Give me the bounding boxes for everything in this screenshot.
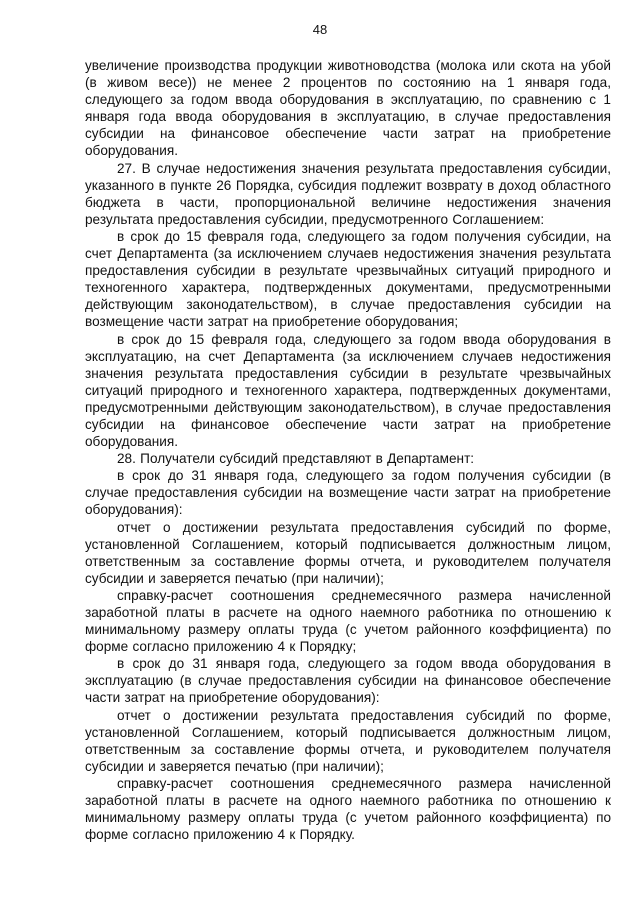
paragraph-1-continuation: увеличение производства продукции животноводства (молока или скота на убой (в живом весе)) не менее 2 процентов по состоянию на 1 января года, следующего за годом ввода оборудования в эксплуатацию, по сравнению с 1 января года ввода оборудования в эксплуатацию, в случае предоставления субсидии на финансовое обеспечение части затрат на приобретение оборудования. bbox=[85, 58, 611, 159]
paragraph-27: 27. В случае недостижения значения результата предоставления субсидии, указанного в пункте 26 Порядка, субсидия подлежит возврату в доход областного бюджета в части, пропорциональной величине недостижения значения результата предоставления субсидии, предусмотренного Соглашением: bbox=[85, 160, 611, 227]
paragraph-28-deadline-1: в срок до 31 января года, следующего за годом получения субсидии (в случае предоставления субсидии на возмещение части затрат на приобретение оборудования): bbox=[85, 468, 611, 518]
paragraph-27-item-1: в срок до 15 февраля года, следующего за годом получения субсидии, на счет Департамента (за исключением случаев недостижения значения результата предоставления субсидии в результате чрезвычайных ситуаций природного и техногенного характера, подтвержденных документами, предусмотренными действующим законодательством), в случае предоставления субсидии на возмещение части затрат на приобретение оборудования; bbox=[85, 228, 611, 330]
paragraph-28: 28. Получатели субсидий представляют в Департамент: bbox=[117, 451, 475, 467]
page-number: 48 bbox=[312, 22, 328, 37]
paragraph-28-certificate-2: справку-расчет соотношения среднемесячного размера начисленной заработной платы в расчете на одного наемного работника по отношению к минимальному размеру оплаты труда (с учетом районного коэффициента) по форме согласно приложению 4 к Порядку. bbox=[85, 775, 611, 843]
paragraph-27-item-2: в срок до 15 февраля года, следующего за годом ввода оборудования в эксплуатацию, на счет Департамента (за исключением случаев недостижения значения результата предоставления субсидии в результате чрезвычайных ситуаций природного и техногенного характера, подтвержденных документами, предусмотренными действующим законодательством), в случае предоставления субсидии на финансовое обеспечение части затрат на приобретение оборудования. bbox=[85, 331, 611, 450]
paragraph-28-report-1: отчет о достижении результата предоставления субсидий по форме, установленной Соглашением, который подписывается должностным лицом, ответственным за составление формы отчета, и руководителем получателя субсидии и заверяется печатью (при наличии); bbox=[85, 519, 611, 586]
paragraph-28-deadline-2: в срок до 31 января года, следующего за годом ввода оборудования в эксплуатацию (в случае предоставления субсидии на финансовое обеспечение части затрат на приобретение оборудования): bbox=[85, 656, 611, 706]
paragraph-28-certificate-1: справку-расчет соотношения среднемесячного размера начисленной заработной платы в расчете на одного наемного работника по отношению к минимальному размеру оплаты труда (с учетом районного коэффициента) по форме согласно приложению 4 к Порядку; bbox=[85, 587, 611, 655]
paragraph-28-report-2: отчет о достижении результата предоставления субсидий по форме, установленной Соглашением, который подписывается должностным лицом, ответственным за составление формы отчета, и руководителем получателя субсидии и заверяется печатью (при наличии); bbox=[85, 707, 611, 774]
document-body bbox=[85, 57, 611, 843]
